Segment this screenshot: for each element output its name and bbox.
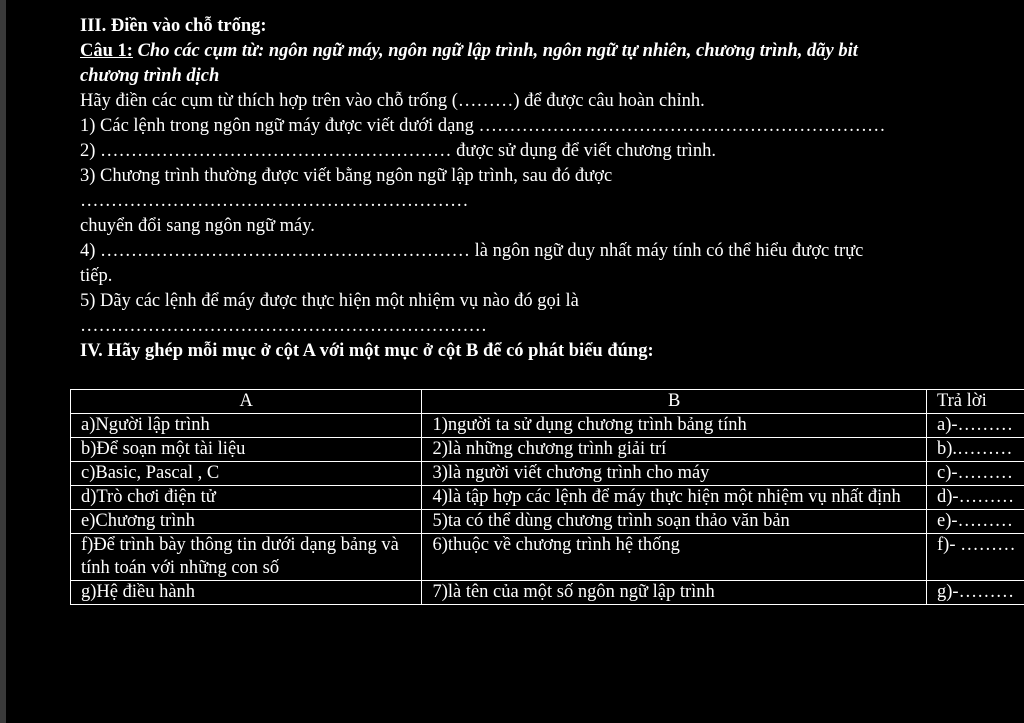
section-3-heading: III. Điền vào chỗ trống: [80,16,267,36]
table-row [71,581,1024,605]
cell-b: 6)thuộc về chương trình hệ thống [422,534,927,581]
table-row [71,414,1024,438]
cell-b: 3)là người viết chương trình cho máy [422,462,927,486]
cell-a: b)Để soạn một tài liệu [71,438,422,462]
instruction-text: Hãy điền các cụm từ thích hợp trên vào chỗ trống (………) để được câu hoàn chỉnh. [80,91,705,111]
cell-a: d)Trò chơi điện tử [71,486,422,510]
document-body [80,14,1024,364]
header-column-a: A [71,390,422,414]
table-row [71,462,1024,486]
sentence-5-blank: ………………………………………………………… [80,316,487,336]
cell-a: c)Basic, Pascal , C [71,462,422,486]
cell-answer: b).……… [927,438,1024,462]
sentence-1: 1) Các lệnh trong ngôn ngữ máy được viết dưới dạng ………………………………………………………… [80,116,886,136]
question-1-line [80,39,1024,64]
cell-b: 2)là những chương trình giải trí [422,438,927,462]
matching-table [70,389,1024,605]
sentence-5: 5) Dãy các lệnh để máy được thực hiện một nhiệm vụ nào đó gọi là [80,291,579,311]
cell-answer: a)-……… [927,414,1024,438]
table-row [71,534,1024,581]
sentence-3-cont: chuyển đổi sang ngôn ngữ máy. [80,216,315,236]
cell-answer: c)-……… [927,462,1024,486]
cell-a: e)Chương trình [71,510,422,534]
question-1-text-cont: chương trình dịch [80,66,220,86]
sentence-4-cont: tiếp. [80,266,113,286]
cell-b: 4)là tập hợp các lệnh để máy thực hiện một nhiệm vụ nhất định [422,486,927,510]
question-1-text: Cho các cụm từ: ngôn ngữ máy, ngôn ngữ lập trình, ngôn ngữ tự nhiên, chương trình, dãy bit [132,41,858,61]
sentence-3: 3) Chương trình thường được viết bằng ngôn ngữ lập trình, sau đó được [80,166,613,186]
header-column-b: B [422,390,927,414]
table-row [71,438,1024,462]
section-4-heading: IV. Hãy ghép mỗi mục ở cột A với một mục ở cột B để có phát biểu đúng: [80,341,654,361]
cell-a: g)Hệ điều hành [71,581,422,605]
sentence-4: 4) …………………………………………………… là ngôn ngữ duy nhất máy tính có thể hiểu được trực [80,241,864,261]
cell-a: a)Người lập trình [71,414,422,438]
cell-answer: e)-……… [927,510,1024,534]
cell-answer: d)-……… [927,486,1024,510]
cell-b: 1)người ta sử dụng chương trình bảng tính [422,414,927,438]
header-column-answer: Trả lời [927,390,1024,414]
cell-b: 7)là tên của một số ngôn ngữ lập trình [422,581,927,605]
table-header-row [71,390,1024,414]
table-row [71,510,1024,534]
window-left-edge [0,0,6,723]
cell-a: f)Để trình bày thông tin dưới dạng bảng và tính toán với những con số [71,534,422,581]
cell-answer: g)-……… [927,581,1024,605]
sentence-3-blank: ……………………………………………………… [80,191,469,211]
sentence-2: 2) ………………………………………………… được sử dụng để viết chương trình. [80,141,716,161]
cell-answer: f)- ……… [927,534,1024,581]
table-row [71,486,1024,510]
question-1-label: Câu 1: [80,41,133,61]
cell-b: 5)ta có thể dùng chương trình soạn thảo văn bản [422,510,927,534]
